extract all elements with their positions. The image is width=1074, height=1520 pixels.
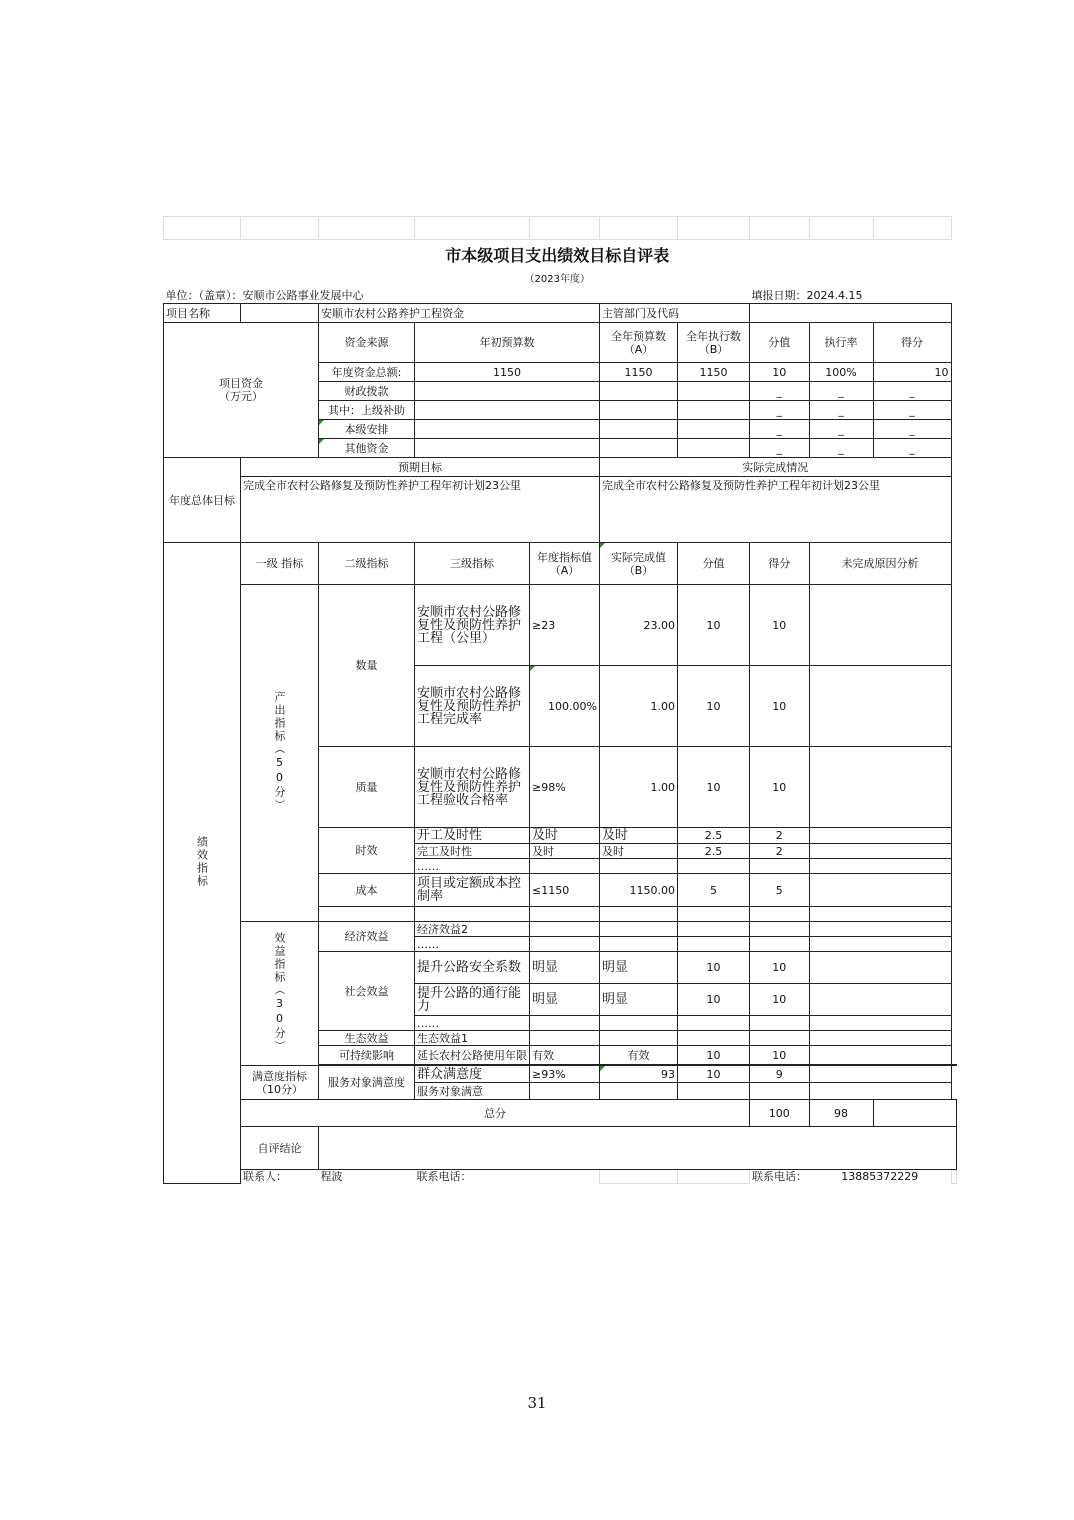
funds-header-rate: 执行率: [809, 323, 873, 363]
page-number: 31: [527, 1394, 547, 1412]
total-got: 98: [809, 1100, 873, 1127]
indicator-name: ……: [415, 859, 530, 874]
indicator-name: ……: [415, 937, 530, 952]
indicator-got: 10: [750, 984, 810, 1016]
ind-header-actual: 实际完成值 （B）: [600, 543, 678, 585]
goals-expected: 完成全市农村公路修复及预防性养护工程年初计划23公里: [241, 477, 600, 543]
ecological-label: 生态效益: [319, 1031, 415, 1046]
project-name-value: 安顺市农村公路养护工程资金: [319, 304, 600, 323]
indicator-actual: 及时: [600, 828, 678, 844]
funds-row-budget: [600, 439, 678, 458]
funds-row-rate: _: [809, 382, 873, 401]
funds-row-got: _: [873, 439, 951, 458]
funds-row-rate: 100%: [809, 363, 873, 382]
funds-row-score: 10: [750, 363, 810, 382]
indicator-reason: [809, 585, 951, 666]
output-indicator-label: 产出指标（50分）: [241, 585, 319, 922]
funds-row-exec: [678, 382, 750, 401]
indicator-reason: [809, 666, 951, 747]
funds-row-score: _: [750, 420, 810, 439]
funds-row-exec: 1150: [678, 363, 750, 382]
indicator-row: [164, 1066, 957, 1083]
funds-row-rate: _: [809, 401, 873, 420]
indicator-score: 10: [678, 585, 750, 666]
indicator-got: 9: [750, 1066, 810, 1083]
ind-header-level3: 三级指标: [415, 543, 530, 585]
indicator-got: 10: [750, 952, 810, 984]
indicator-got: 2: [750, 828, 810, 844]
evaluation-table: [163, 216, 957, 1184]
indicator-score: 2.5: [678, 828, 750, 844]
funds-row-budget: [600, 420, 678, 439]
social-label: 社会效益: [319, 952, 415, 1031]
indicator-reason: [809, 1066, 951, 1083]
quantity-label: 数量: [319, 585, 415, 747]
funds-header-score: 分值: [750, 323, 810, 363]
indicator-name: 开工及时性: [415, 828, 530, 844]
indicator-score: 5: [678, 874, 750, 907]
funds-header-exec: 全年执行数 （B）: [678, 323, 750, 363]
indicator-reason: [809, 747, 951, 828]
funds-row-label: 其中：上级补助: [319, 401, 415, 420]
benefit-indicator-label: 效益指标（30分）: [241, 922, 319, 1066]
funds-row-score: _: [750, 401, 810, 420]
ind-header-target: 年度指标值 （A）: [530, 543, 600, 585]
indicator-target: 明显: [530, 984, 600, 1016]
indicator-name: ……: [415, 1016, 530, 1031]
funds-section-label: 项目资金 （万元）: [164, 323, 319, 458]
indicator-actual: 及时: [600, 844, 678, 859]
indicator-actual: 1.00: [600, 666, 678, 747]
conclusion-label: 自评结论: [241, 1127, 319, 1170]
indicator-got: 10: [750, 666, 810, 747]
funds-row-init: [415, 401, 600, 420]
goals-actual-header: 实际完成情况: [600, 458, 952, 477]
indicator-target: 及时: [530, 828, 600, 844]
indicator-row: [164, 585, 957, 666]
funds-row-exec: [678, 401, 750, 420]
funds-header-source: 资金来源: [319, 323, 415, 363]
indicator-score: 2.5: [678, 844, 750, 859]
indicator-name: 安顺市农村公路修复性及预防性养护工程完成率: [415, 666, 530, 747]
fill-date: 填报日期：2024.4.15: [751, 288, 863, 302]
contact-phone: 13885372229: [841, 1170, 919, 1184]
indicator-target: 有效: [530, 1046, 600, 1065]
goals-actual: 完成全市农村公路修复及预防性养护工程年初计划23公里: [600, 477, 952, 543]
indicator-score: 10: [678, 747, 750, 828]
funds-row-init: [415, 420, 600, 439]
ind-header-score: 分值: [678, 543, 750, 585]
indicator-reason: [809, 1046, 951, 1065]
funds-row-score: _: [750, 439, 810, 458]
indicator-reason: [809, 828, 951, 844]
funds-header-budget: 全年预算数 （A）: [600, 323, 678, 363]
total-label: 总分: [241, 1100, 750, 1127]
indicator-got: 2: [750, 844, 810, 859]
indicator-name: 安顺市农村公路修复性及预防性养护工程验收合格率: [415, 747, 530, 828]
indicator-target: 100.00%: [530, 666, 600, 747]
indicator-reason: [809, 952, 951, 984]
funds-row-label: 年度资金总额:: [319, 363, 415, 382]
funds-row-exec: [678, 439, 750, 458]
indicator-name: 提升公路的通行能力: [415, 984, 530, 1016]
indicator-name: 群众满意度: [415, 1066, 530, 1083]
indicator-target: ≥23: [530, 585, 600, 666]
indicator-actual: 1150.00: [600, 874, 678, 907]
indicator-actual: 93: [600, 1066, 678, 1083]
timeliness-label: 时效: [319, 828, 415, 874]
funds-row-budget: [600, 382, 678, 401]
indicator-target: ≤1150: [530, 874, 600, 907]
service-label: 服务对象满意度: [319, 1066, 415, 1100]
indicator-row: [164, 922, 957, 937]
sustainable-label: 可持续影响: [319, 1046, 415, 1065]
economic-label: 经济效益: [319, 922, 415, 952]
funds-row-init: 1150: [415, 363, 600, 382]
indicator-name: 安顺市农村公路修复性及预防性养护工程（公里）: [415, 585, 530, 666]
indicator-target: 明显: [530, 952, 600, 984]
quality-label: 质量: [319, 747, 415, 828]
funds-row-label: 财政拨款: [319, 382, 415, 401]
funds-row-exec: [678, 420, 750, 439]
indicator-got: 10: [750, 1046, 810, 1065]
indicators-section-label: 绩效指标: [164, 543, 241, 1184]
contact-label: 联系人：: [243, 1170, 287, 1184]
ind-header-got: 得分: [750, 543, 810, 585]
funds-row-got: _: [873, 401, 951, 420]
funds-header-got: 得分: [873, 323, 951, 363]
indicator-name: 服务对象满意: [415, 1083, 530, 1100]
funds-row-budget: [600, 401, 678, 420]
dept-value: [750, 304, 952, 323]
indicator-score: 10: [678, 1046, 750, 1065]
total-score: 100: [750, 1100, 810, 1127]
indicator-name: 延长农村公路使用年限: [415, 1046, 530, 1065]
ind-header-level2: 二级指标: [319, 543, 415, 585]
indicator-name: 完工及时性: [415, 844, 530, 859]
goals-label: 年度总体目标: [164, 458, 241, 543]
indicator-got: 5: [750, 874, 810, 907]
funds-row-got: _: [873, 420, 951, 439]
funds-row-budget: 1150: [600, 363, 678, 382]
indicator-actual: 1.00: [600, 747, 678, 828]
indicator-target: ≥93%: [530, 1066, 600, 1083]
indicator-score: 10: [678, 666, 750, 747]
funds-row-label: 其他资金: [319, 439, 415, 458]
project-name-label: 项目名称: [164, 304, 241, 323]
indicator-actual: 23.00: [600, 585, 678, 666]
phone-label-1: 联系电话：: [416, 1170, 472, 1184]
contact-name: 程波: [320, 1170, 343, 1184]
unit-label: 单位：（盖章）：安顺市公路事业发展中心: [165, 288, 364, 302]
indicator-target: 及时: [530, 844, 600, 859]
indicator-reason: [809, 984, 951, 1016]
indicator-name: 项目或定额成本控制率: [415, 874, 530, 907]
indicator-got: 10: [750, 747, 810, 828]
indicator-score: 10: [678, 1066, 750, 1083]
indicator-got: 10: [750, 585, 810, 666]
indicator-target: ≥98%: [530, 747, 600, 828]
indicator-name: 经济效益2: [415, 922, 530, 937]
funds-row-init: [415, 382, 600, 401]
indicator-actual: 有效: [600, 1046, 678, 1065]
funds-row-got: _: [873, 382, 951, 401]
phone-label-2: 联系电话：: [752, 1170, 807, 1184]
funds-row-got: 10: [873, 363, 951, 382]
ind-header-reason: 未完成原因分析: [809, 543, 951, 585]
ind-header-level1: 一级 指标: [241, 543, 319, 585]
indicator-actual: 明显: [600, 952, 678, 984]
indicator-reason: [809, 844, 951, 859]
indicator-score: 10: [678, 952, 750, 984]
indicator-actual: 明显: [600, 984, 678, 1016]
indicator-name: 生态效益1: [415, 1031, 530, 1046]
indicator-name: 提升公路安全系数: [415, 952, 530, 984]
indicator-reason: [809, 874, 951, 907]
funds-row-rate: _: [809, 439, 873, 458]
cost-label: 成本: [319, 874, 415, 907]
indicator-score: 10: [678, 984, 750, 1016]
conclusion-value: [319, 1127, 957, 1170]
funds-header-init: 年初预算数: [415, 323, 600, 363]
satisfaction-label: 满意度指标 （10分）: [241, 1066, 319, 1100]
funds-row-rate: _: [809, 420, 873, 439]
funds-row-label: 本级安排: [319, 420, 415, 439]
dept-label: 主管部门及代码: [600, 304, 750, 323]
table-year: （2023年度）: [524, 274, 590, 285]
funds-row-init: [415, 439, 600, 458]
funds-row-score: _: [750, 382, 810, 401]
table-title: 市本级项目支出绩效目标自评表: [445, 246, 670, 266]
goals-expected-header: 预期目标: [241, 458, 600, 477]
